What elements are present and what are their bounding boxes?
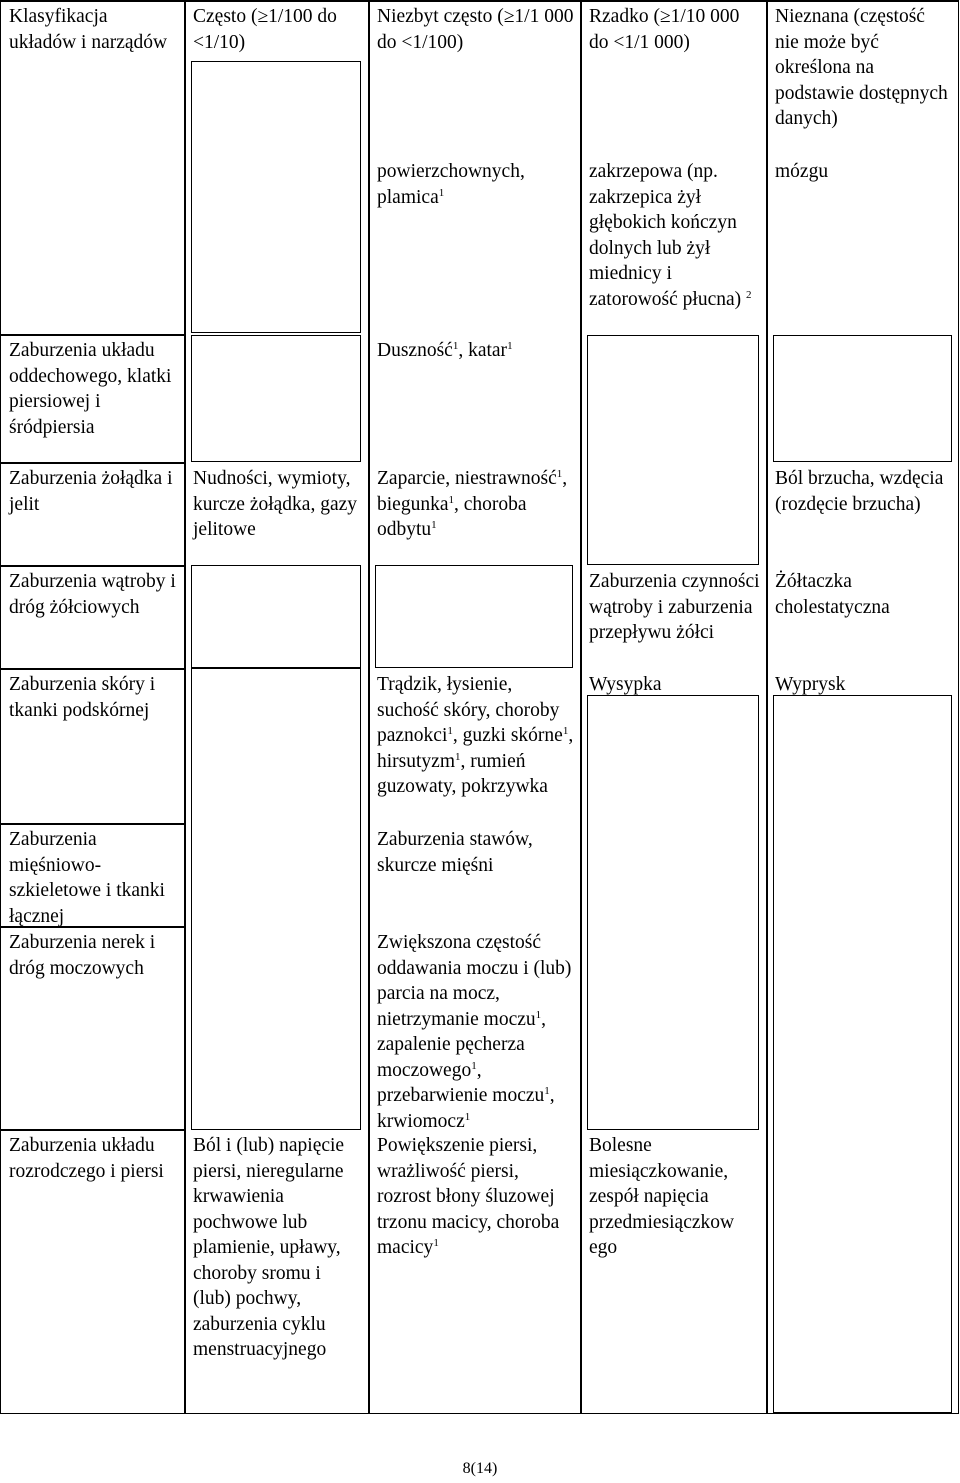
empty-cell-box	[375, 565, 573, 668]
empty-cell-box	[191, 335, 361, 462]
cell-unknown-skin: Wyprysk	[775, 674, 846, 695]
organ-musculoskeletal: Zaburzenia mięśniowo-szkieletowe i tkanki łącznej	[9, 829, 165, 927]
empty-cell-box	[773, 335, 952, 462]
empty-cell-box	[587, 695, 759, 1130]
empty-cell-box	[587, 335, 759, 565]
cell-uncommon-musculoskeletal: Zaburzenia stawów, skurcze mięśni	[377, 829, 533, 876]
cell-unknown-gastrointestinal: Ból brzucha, wzdęcia (rozdęcie brzucha)	[775, 468, 944, 515]
cell-unknown-hepatobiliary: Żółtaczka cholestatyczna	[775, 571, 890, 618]
cell-common-reproductive: Ból i (lub) napięcie piersi, nieregularne krwawienia pochwowe lub plamienie, upławy, choroby sromu i (lub) pochwy, zaburzenia cyklu menstruacyjnego	[193, 1135, 345, 1360]
organ-renal: Zaburzenia nerek i dróg moczowych	[9, 932, 156, 979]
header-organ-class: Klasyfikacja układów i narządów	[9, 6, 168, 53]
cell-uncommon-renal: Zwiększona częstość oddawania moczu i (lub) parcia na mocz, nietrzymanie moczu$^1$, zapalenie pęcherza moczowego$^1$, przebarwienie moczu$^1$, krwiomocz$^1$	[377, 932, 572, 1132]
organ-gastrointestinal: Zaburzenia żołądka i jelit	[9, 468, 173, 515]
cell-uncommon-gastrointestinal: Zaparcie, niestrawność$^1$, biegunka$^1$, choroba odbytu$^1$	[377, 468, 568, 540]
cell-unknown-vascular: mózgu	[775, 161, 829, 182]
page-number: 8(14)	[462, 1460, 498, 1477]
organ-hepatobiliary: Zaburzenia wątroby i dróg żółciowych	[9, 571, 176, 618]
header-uncommon: Niezbyt często (≥1/1 000 do <1/100)	[377, 6, 574, 53]
organ-respiratory: Zaburzenia układu oddechowego, klatki piersiowej i śródpiersia	[9, 340, 172, 438]
cell-rare-skin: Wysypka	[589, 674, 662, 695]
cell-rare-hepatobiliary: Zaburzenia czynności wątroby i zaburzenia przepływu żółci	[589, 571, 760, 643]
header-rare: Rzadko (≥1/10 000 do <1/1 000)	[589, 6, 740, 53]
cell-rare-reproductive: Bolesne miesiączkowanie, zespół napięcia przedmiesiączkow ego	[589, 1135, 735, 1258]
organ-skin: Zaburzenia skóry i tkanki podskórnej	[9, 674, 156, 721]
empty-cell-box	[773, 695, 952, 1413]
col-divider	[766, 0, 768, 1414]
header-common: Często (≥1/100 do <1/10)	[193, 6, 337, 53]
cell-uncommon-respiratory: Duszność$^1$, katar$^1$	[377, 340, 513, 361]
empty-cell-box	[191, 61, 361, 333]
header-unknown: Nieznana (częstość nie może być określona na podstawie dostępnych danych)	[775, 6, 948, 129]
cell-uncommon-vascular: powierzchownych, plamica$^1$	[377, 161, 525, 208]
empty-cell-box	[191, 565, 361, 668]
organ-reproductive: Zaburzenia układu rozrodczego i piersi	[9, 1135, 164, 1182]
cell-rare-vascular: zakrzepowa (np. zakrzepica żył głębokich kończyn dolnych lub żył miednicy i zatorowość płucna) $^2$	[589, 161, 752, 310]
cell-uncommon-reproductive: Powiększenie piersi, wrażliwość piersi, rozrost błony śluzowej trzonu macicy, choroba macicy$^1$	[377, 1135, 560, 1258]
cell-common-gastrointestinal: Nudności, wymioty, kurcze żołądka, gazy jelitowe	[193, 468, 358, 540]
cell-uncommon-skin: Trądzik, łysienie, suchość skóry, choroby paznokci$^1$, guzki skórne$^1$, hirsutyzm$^1$, rumień guzowaty, pokrzywka	[377, 674, 574, 797]
empty-cell-box	[191, 668, 361, 1130]
